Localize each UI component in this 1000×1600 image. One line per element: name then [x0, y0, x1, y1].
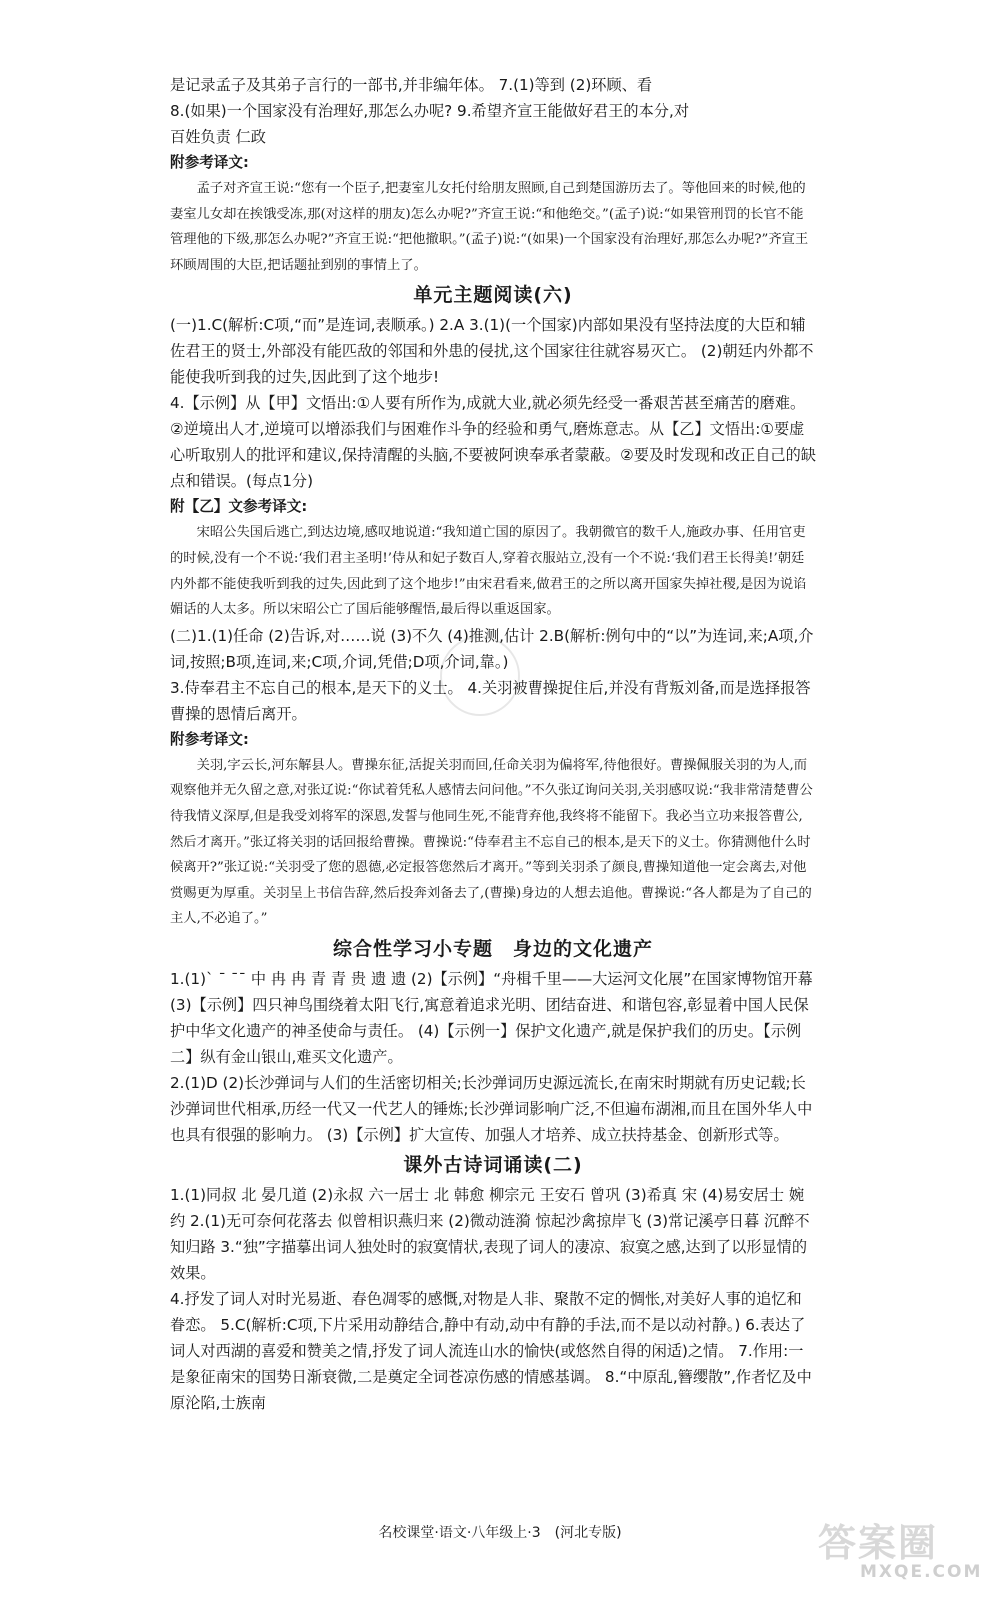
answer-paragraph: 4.抒发了词人对时光易逝、春色凋零的感慨,对物是人非、聚散不定的惆怅,对美好人事的追忆和眷恋。 5.C(解析:C项,下片采用动静结合,静中有动,动中有静的手法,而不是以动衬静。) 6.表达了词人对西湖的喜爱和赞美之情,抒发了词人流连山水的愉快(或悠然自得的闲适)之情。 7.作用:一是象征南宋的国势日渐衰微,二是奠定全词苍凉伤感的情感基调。 8.“中原乱,簪缨散”,作者忆及中原沦陷,士族南 [170, 1289, 812, 1412]
answer-paragraph: 1.(1)` ˉ ˉˉ 中 冉 冉 青 青 贵 遗 遗 (2)【示例】“舟楫千里——大运河文化展”在国家博物馆开幕 (3)【示例】四只神鸟围绕着太阳飞行,寓意着追求光明、团结奋进、和谐包容,彰显着中国人民保护中华文化遗产的神圣使命与责任。 (4)【示例一】保护文化遗产,就是保护我们的历史。【示例二】纵有金山银山,难买文化遗产。 [170, 969, 813, 1066]
translation-paragraph: 关羽,字云长,河东解县人。曹操东征,活捉关羽而回,任命关羽为偏将军,待他很好。曹操佩服关羽的为人,而观察他并无久留之意,对张辽说:“你试着凭私人感情去问问他。”不久张辽询问关羽,关羽感叹说:“我非常清楚曹公待我情义深厚,但是我受刘将军的深恩,发誓与他同生死,不能背弃他,我终将不能留下。我必当立功来报答曹公,然后才离开。”张辽将关羽的话回报给曹操。曹操说:“侍奉君主不忘自己的根本,是天下的义士。你猜测他什么时候离开?”张辽说:“关羽受了您的恩德,必定报答您然后才离开。”等到关羽杀了颜良,曹操知道他一定会离去,对他赏赐更为厚重。关羽呈上书信告辞,然后投奔刘备去了,(曹操)身边的人想去追他。曹操说:“各人都是为了自己的主人,不必追了。” [170, 757, 813, 927]
answer-paragraph: 8.(如果)一个国家没有治理好,那怎么办呢? 9.希望齐宣王能做好君王的本分,对 [170, 102, 690, 120]
answer-paragraph: 2.(1)D (2)长沙弹词与人们的生活密切相关;长沙弹词历史源远流长,在南宋时期就有历史记载;长沙弹词世代相承,历经一代又一代艺人的锤炼;长沙弹词影响广泛,不但遍布湖湘,而且在国外华人中也具有很强的影响力。 (3)【示例】扩大宣传、加强人才培养、成立扶持基金、创新形式等。 [170, 1073, 813, 1144]
answer-paragraph: 3.侍奉君主不忘自己的根本,是天下的义士。 4.关羽被曹操捉住后,并没有背叛刘备,而是选择报答曹操的恩情后离开。 [170, 678, 811, 723]
faint-stamp [440, 636, 520, 716]
watermark-logo: 答案圈 [818, 1521, 939, 1565]
answer-paragraph: 1.(1)同叔 北 晏几道 (2)永叔 六一居士 北 韩愈 柳宗元 王安石 曾巩 (3)希真 宋 (4)易安居士 婉约 2.(1)无可奈何花落去 似曾相识燕归来 (2)微动涟漪 惊起沙禽掠岸飞 (3)常记溪亭日暮 沉醉不知归路 3.“独”字描摹出词人独处时的寂寞情状,表现了词人的凄凉、寂寞之感,达到了以形显情的效果。 [170, 1185, 810, 1282]
answer-paragraph: 4.【示例】从【甲】文悟出:①人要有所作为,成就大业,就必须先经受一番艰苦甚至痛苦的磨难。②逆境出人才,逆境可以增添我们与困难作斗争的经验和勇气,磨炼意志。从【乙】文悟出:①要虚心听取别人的批评和建议,保持清醒的头脑,不要被阿谀奉承者蒙蔽。②要及时发现和改正自己的缺点和错误。(每点1分) [170, 394, 816, 491]
translation-heading: 附【乙】文参考译文: [170, 498, 308, 516]
section-title: 课外古诗词诵读(二) [403, 1153, 583, 1176]
translation-heading: 附参考译文: [170, 154, 249, 171]
translation-heading: 附参考译文: [170, 730, 249, 748]
page-footer: 名校课堂·语文·八年级上·3 (河北专版) [378, 1525, 622, 1541]
translation-paragraph: 孟子对齐宣王说:“您有一个臣子,把妻室儿女托付给朋友照顾,自己到楚国游历去了。等他回来的时候,他的妻室儿女却在挨饿受冻,那(对这样的朋友)怎么办呢?”齐宣王说:“和他绝交。”(孟子)说:“如果管刑罚的长官不能管理他的下级,那怎么办呢?”齐宣王说:“把他撤职。”(孟子)说:“(如果)一个国家没有治理好,那怎么办呢?”齐宣王环顾周围的大臣,把话题扯到别的事情上了。 [170, 181, 809, 273]
watermark-url: MXQE.COM [860, 1562, 983, 1582]
answer-paragraph: (二)1.(1)任命 (2)告诉,对……说 (3)不久 (4)推测,估计 2.B(解析:例句中的“以”为连词,来;A项,介词,按照;B项,连词,来;C项,介词,凭借;D项,介词,靠。) [170, 626, 814, 671]
translation-paragraph: 宋昭公失国后逃亡,到达边境,感叹地说道:“我知道亡国的原因了。我朝微官的数千人,施政办事、任用官吏的时候,没有一个不说:‘我们君主圣明!’侍从和妃子数百人,穿着衣服站立,没有一个不说:‘我们君王长得美!’朝廷内外都不能使我听到我的过失,因此到了这个地步!”由宋君看来,做君王的之所以离开国家失掉社稷,是因为说谄媚话的人太多。所以宋昭公亡了国后能够醒悟,最后得以重返国家。 [170, 525, 807, 618]
section-title: 综合性学习小专题 身边的文化遗产 [332, 937, 653, 960]
answer-paragraph: 百姓负责 仁政 [170, 128, 266, 146]
section-title: 单元主题阅读(六) [413, 284, 573, 307]
answer-page-content [170, 72, 816, 1416]
answer-paragraph: 是记录孟子及其弟子言行的一部书,并非编年体。 7.(1)等到 (2)环顾、看 [170, 76, 653, 94]
answer-paragraph: (一)1.C(解析:C项,“而”是连词,表顺承。) 2.A 3.(1)(一个国家)内部如果没有坚持法度的大臣和辅佐君王的贤士,外部没有能匹敌的邻国和外患的侵扰,这个国家往往就容易灭亡。 (2)朝廷内外都不能使我听到我的过失,因此到了这个地步! [170, 316, 814, 387]
